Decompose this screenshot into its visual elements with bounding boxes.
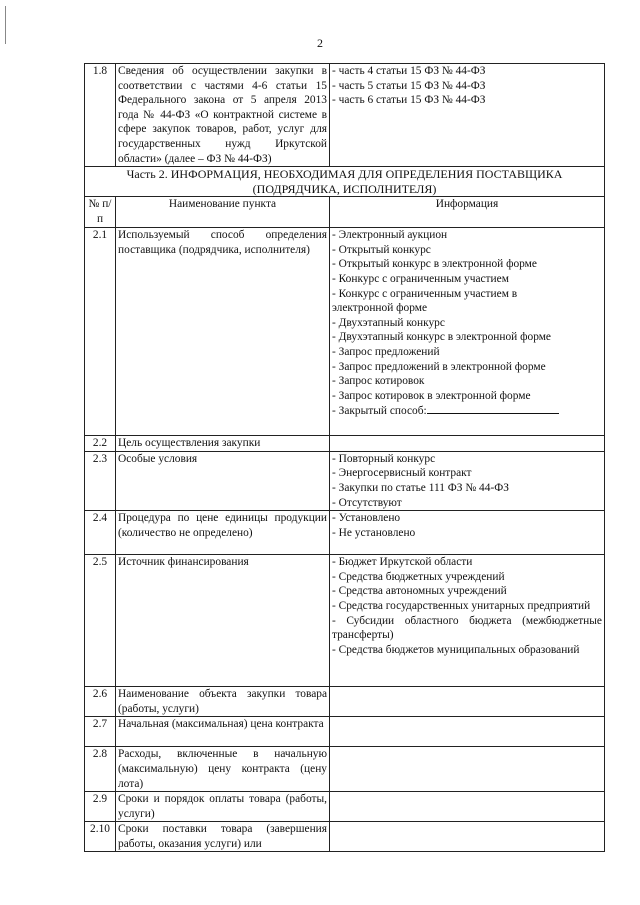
row-label: Сроки и порядок оплаты товара (работы, услуги) — [116, 792, 330, 822]
option-item: - Запрос предложений в электронной форме — [332, 360, 546, 373]
option-item: - Двухэтапный конкурс — [332, 316, 445, 329]
row-number: 2.5 — [85, 555, 116, 687]
option-item: - Открытый конкурс в электронной форме — [332, 258, 537, 271]
option-item: - Энергосервисный контракт — [332, 467, 472, 480]
option-item: - Отсутствуют — [332, 496, 402, 509]
option-item: - Запрос предложений — [332, 345, 440, 358]
row-label: Наименование объекта закупки товара (работы, услуги) — [116, 687, 330, 717]
row-label: Цель осуществления закупки — [116, 436, 330, 452]
row-number: 2.7 — [85, 717, 116, 747]
row-label: Источник финансирования — [116, 555, 330, 687]
table-row — [85, 228, 605, 436]
option-item: - часть 6 статьи 15 ФЗ № 44-ФЗ — [332, 94, 486, 107]
option-item: - часть 5 статьи 15 ФЗ № 44-ФЗ — [332, 79, 486, 92]
header-info: Информация — [330, 197, 605, 228]
table-row — [85, 555, 605, 687]
section-header-row — [85, 167, 605, 197]
row-label: Сроки поставки товара (завершения работы, оказания услуги) или — [116, 822, 330, 852]
table-row — [85, 511, 605, 555]
row-label: Расходы, включенные в начальную (максимальную) цену контракта (цену лота) — [116, 747, 330, 792]
option-item: - Субсидии областного бюджета (межбюджетные трансферты) — [332, 614, 602, 642]
table-row — [85, 747, 605, 792]
option-item: - Электронный аукцион — [332, 229, 448, 242]
table-row — [85, 822, 605, 852]
column-header-row — [85, 197, 605, 228]
row-number: 2.3 — [85, 451, 116, 510]
empty-cell — [330, 822, 605, 852]
option-text: - Закрытый способ: — [332, 405, 427, 418]
option-item: - Повторный конкурс — [332, 452, 436, 465]
row-number: 2.8 — [85, 747, 116, 792]
option-item: - Открытый конкурс — [332, 243, 431, 256]
table-row — [85, 792, 605, 822]
option-item: - Двухэтапный конкурс в электронной форме — [332, 331, 551, 344]
header-name: Наименование пункта — [116, 197, 330, 228]
option-item: - Установлено — [332, 512, 401, 525]
table-row — [85, 717, 605, 747]
option-item: - часть 4 статьи 15 ФЗ № 44-ФЗ — [332, 65, 486, 77]
option-item: - Конкурс с ограниченным участием в электронной форме — [332, 287, 518, 315]
row-number: 2.6 — [85, 687, 116, 717]
option-item: - Средства государственных унитарных предприятий — [332, 599, 591, 612]
empty-cell — [330, 792, 605, 822]
option-item: - Средства бюджетов муниципальных образований — [332, 643, 580, 656]
row-label: Сведения об осуществлении закупки в соответствии с частями 4-6 статьи 15 Федерального закона от 5 апреля 2013 года № 44-ФЗ «О контрактной системе в сфере закупок товаров, работ, услуг для государственных нужд Иркутской области» (далее – ФЗ № 44-ФЗ) — [116, 64, 330, 167]
table-row — [85, 64, 605, 167]
row-number: 1.8 — [85, 64, 116, 167]
row-label: Особые условия — [116, 451, 330, 510]
option-item: - Средства автономных учреждений — [332, 585, 507, 598]
row-number: 2.2 — [85, 436, 116, 452]
options-cell — [330, 555, 605, 687]
option-item: - Средства бюджетных учреждений — [332, 570, 505, 583]
option-item: - Запрос котировок — [332, 375, 425, 388]
empty-cell — [330, 717, 605, 747]
option-item: - Бюджет Иркутской области — [332, 556, 473, 569]
table-row — [85, 687, 605, 717]
row-label: Процедура по цене единицы продукции (количество не определено) — [116, 511, 330, 555]
table-row — [85, 451, 605, 510]
row-number: 2.1 — [85, 228, 116, 436]
options-cell — [330, 451, 605, 510]
header-num: № п/п — [85, 197, 116, 228]
options-cell — [330, 228, 605, 436]
option-item: - Закупки по статье 111 ФЗ № 44-ФЗ — [332, 481, 509, 494]
empty-cell — [330, 687, 605, 717]
row-number: 2.10 — [85, 822, 116, 852]
table-row — [85, 436, 605, 452]
part2-title: Часть 2. ИНФОРМАЦИЯ, НЕОБХОДИМАЯ ДЛЯ ОПРЕДЕЛЕНИЯ ПОСТАВЩИКА (ПОДРЯДЧИКА, ИСПОЛНИТЕЛЯ) — [85, 167, 605, 197]
row-label: Используемый способ определения поставщика (подрядчика, исполнителя) — [116, 228, 330, 436]
row-number: 2.4 — [85, 511, 116, 555]
option-item — [332, 403, 602, 419]
procurement-form-table — [84, 63, 605, 852]
options-cell — [330, 511, 605, 555]
empty-cell — [330, 436, 605, 452]
row-number: 2.9 — [85, 792, 116, 822]
options-cell — [330, 64, 605, 167]
blank-fill-line — [427, 403, 559, 414]
page-number: 2 — [317, 36, 323, 50]
option-item: - Конкурс с ограниченным участием — [332, 272, 509, 285]
option-item: - Не установлено — [332, 526, 416, 539]
option-item: - Запрос котировок в электронной форме — [332, 389, 531, 402]
empty-cell — [330, 747, 605, 792]
row-label: Начальная (максимальная) цена контракта — [116, 717, 330, 747]
